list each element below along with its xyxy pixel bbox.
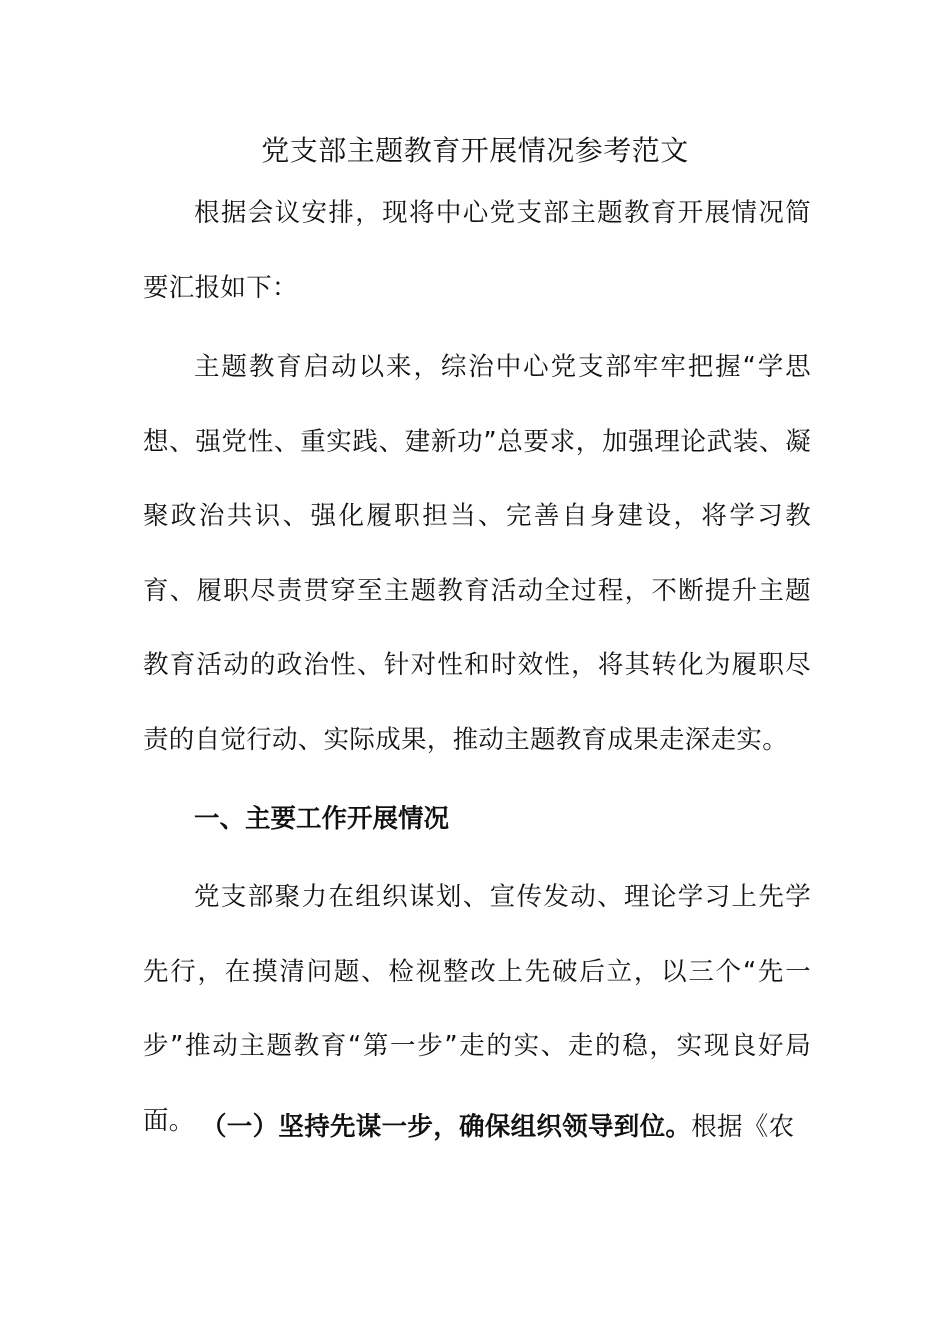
intro-paragraph: 根据会议安排，现将中心党支部主题教育开展情况简要汇报如下：	[143, 198, 811, 303]
subsection-paragraph	[143, 1090, 811, 1165]
overview-paragraph: 主题教育启动以来，综治中心党支部牢牢把握“学思想、强党性、重实践、建新功”总要求，加强理论武装、凝聚政治共识、强化履职担当、完善自身建设，将学习教育、履职尽责贯穿至主题教育活动全过程，不断提升主题教育活动的政治性、针对性和时效性，将其转化为履职尽责的自觉行动、实际成果，推动主题教育成果走深走实。	[143, 352, 811, 755]
section-paragraph: 党支部聚力在组织谋划、宣传发动、理论学习上先学先行，在摸清问题、检视整改上先破后立，以三个“先一步”推动主题教育“第一步”走的实、走的稳，实现良好局面。	[143, 882, 811, 1136]
subsection-text: 根据《农	[691, 1112, 795, 1142]
document-title: 党支部主题教育开展情况参考范文	[261, 134, 689, 167]
subsection-lead: （一）坚持先谋一步，确保组织领导到位。	[201, 1112, 692, 1142]
section-heading: 一、主要工作开展情况	[194, 804, 450, 834]
